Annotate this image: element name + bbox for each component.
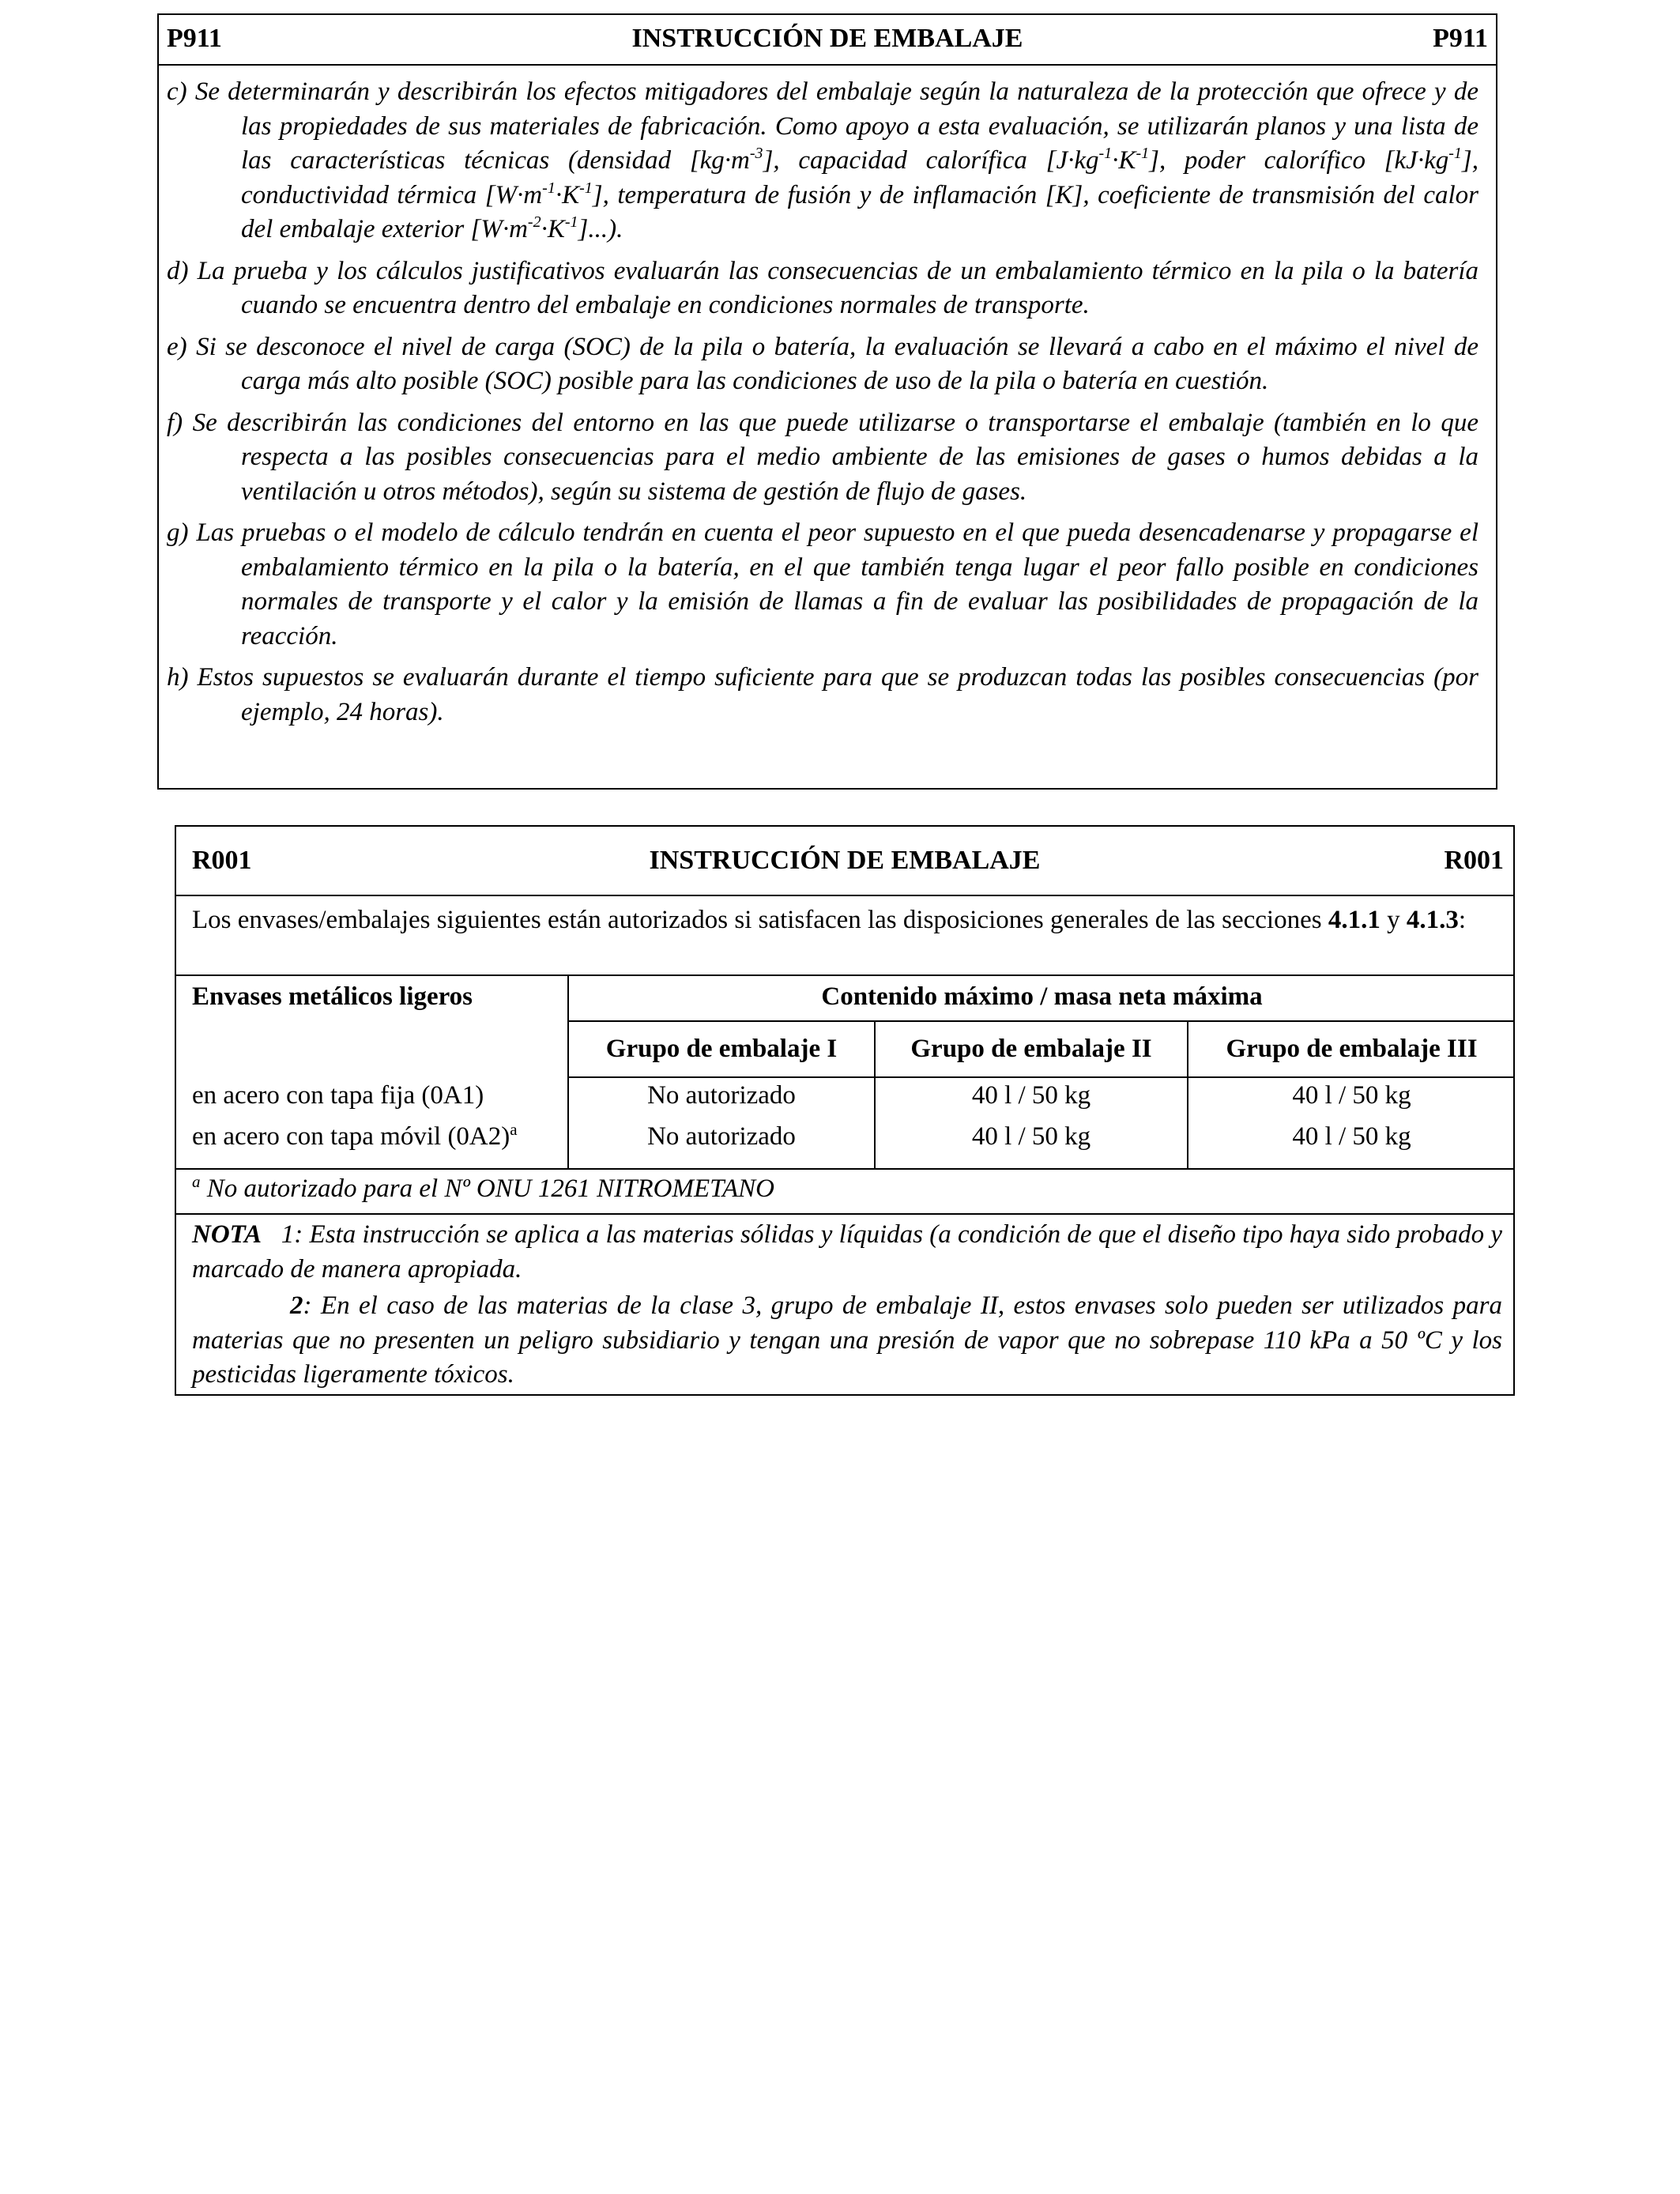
p911-code-left: P911 bbox=[167, 24, 222, 53]
r001-intro: Los envases/embalajes siguientes están autorizados si satisfacen las disposiciones generales de las secciones 4.1.1 y 4.1.3: bbox=[176, 896, 1513, 976]
row-0a2-pg3: 40 l / 50 kg bbox=[1292, 1122, 1411, 1151]
r001-title: INSTRUCCIÓN DE EMBALAJE bbox=[649, 846, 1041, 875]
row-label-0a1: en acero con tapa fija (0A1) bbox=[192, 1081, 484, 1110]
p911-item-c: c) Se determinarán y describirán los efectos mitigadores del embalaje según la naturaleza de la protección que ofrece y de las propiedades de sus materiales de fabricación. Como apoyo a esta evaluación, se utilizarán planos y una lista de las características técnicas (densidad $[kg\cdot m^{-3}]$, capacidad calorífica $[J\cdot kg^{-1}\cdot K^{-1}]$, poder calorífico $[kJ\cdot kg^{-1}]$, conductividad térmica $[W\cdot m^{-1}\cdot K^{-1}]$, temperatura de fusión y de inflamación [K], coeficiente de transmisión del calor del embalaje exterior $[W\cdot m^{-2}\cdot K^{-1}]$...). bbox=[167, 77, 1478, 243]
ref-4-1-3: 4.1.3 bbox=[1406, 906, 1459, 934]
row-0a1-pg2: 40 l / 50 kg bbox=[971, 1081, 1091, 1110]
r001-instruction-box bbox=[175, 825, 1515, 1396]
r001-code-left: R001 bbox=[192, 846, 252, 875]
p911-item-e: e) Si se desconoce el nivel de carga (SOC) de la pila o batería, la evaluación se llevará a cabo en el máximo el nivel de carga más alto posible (SOC) posible para las condiciones de uso de la pila o batería en cuestión. bbox=[167, 332, 1478, 395]
row-0a2-pg1: No autorizado bbox=[647, 1122, 796, 1151]
row-0a1-pg1: No autorizado bbox=[647, 1081, 796, 1110]
note-1: NOTA 1: Esta instrucción se aplica a las materias sólidas y líquidas (a condición de que el diseño tipo haya sido probado y marcado de manera apropiada. bbox=[192, 1220, 1502, 1284]
note-2: 2: En el caso de las materias de la clase 3, grupo de embalaje II, estos envases solo pueden ser utilizados para materias que no presenten un peligro subsidiario y tengan una presión de vapor que no sobrepase 110 kPa a 50 ºC y los pesticidas ligeramente tóxicos. bbox=[192, 1291, 1502, 1389]
ref-4-1-1: 4.1.1 bbox=[1328, 906, 1381, 934]
r001-table bbox=[176, 976, 1513, 1170]
row-0a2-pg2: 40 l / 50 kg bbox=[971, 1122, 1091, 1151]
p911-item-h: h) Estos supuestos se evaluarán durante el tiempo suficiente para que se produzcan todas las posibles consecuencias (por ejemplo, 24 horas). bbox=[167, 663, 1478, 726]
p911-instruction-box bbox=[157, 13, 1497, 790]
p911-item-f: f) Se describirán las condiciones del entorno en las que puede utilizarse o transportarse el embalaje (también en lo que respecta a las posibles consecuencias para el medio ambiente de las emisiones de gases o humos debidas a la ventilación u otros métodos), según su sistema de gestión de flujo de gases. bbox=[167, 408, 1478, 506]
col-header-pg1: Grupo de embalaje I bbox=[605, 1035, 838, 1063]
r001-code-right: R001 bbox=[1444, 846, 1504, 875]
table-divider bbox=[567, 1020, 1513, 1022]
p911-item-d: d) La prueba y los cálculos justificativos evaluarán las consecuencias de un embalamiento térmico en la pila o la batería cuando se encuentra dentro del embalaje en condiciones normales de transporte. bbox=[167, 256, 1478, 319]
col-header-pg3: Grupo de embalaje III bbox=[1226, 1035, 1478, 1063]
col-header-pg2: Grupo de embalaje II bbox=[910, 1035, 1152, 1063]
p911-item-g: g) Las pruebas o el modelo de cálculo tendrán en cuenta el peor supuesto en el que pueda desencadenarse y propagarse el embalamiento térmico en la pila o la batería, en el que también tenga lugar el peor fallo posible en condiciones normales de transporte y el calor y la emisión de llamas a fin de evaluar las posibilidades de propagación de la reacción. bbox=[167, 518, 1478, 650]
r001-header bbox=[176, 827, 1513, 896]
p911-body bbox=[159, 66, 1496, 729]
table-divider bbox=[567, 1076, 1513, 1078]
note-label: NOTA bbox=[192, 1220, 262, 1249]
p911-header bbox=[159, 15, 1496, 66]
row-label-0a2: en acero con tapa móvil $(0A2)^a$ bbox=[192, 1120, 518, 1151]
table-footnote: $^a$ No autorizado para el Nº ONU 1261 NITROMETANO bbox=[176, 1170, 1513, 1215]
col-header-packaging: Envases metálicos ligeros bbox=[192, 982, 473, 1011]
col-group-header: Contenido máximo / masa neta máxima bbox=[821, 982, 1263, 1011]
p911-title: INSTRUCCIÓN DE EMBALAJE bbox=[631, 24, 1023, 53]
p911-code-right: P911 bbox=[1433, 24, 1488, 53]
r001-notes bbox=[176, 1215, 1513, 1393]
row-0a1-pg3: 40 l / 50 kg bbox=[1292, 1081, 1411, 1110]
footnote-ref-a: a bbox=[510, 1120, 518, 1139]
